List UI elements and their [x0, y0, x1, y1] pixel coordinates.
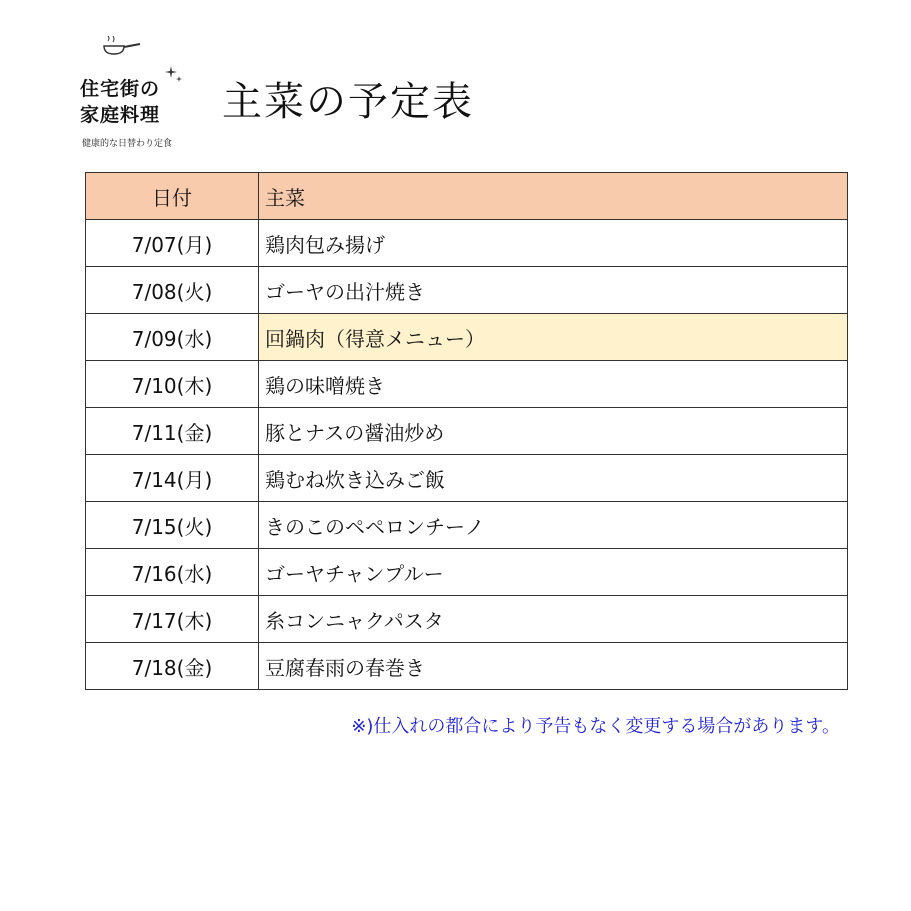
row-dish: 鶏むね炊き込みご飯: [259, 455, 848, 502]
row-dish: 糸コンニャクパスタ: [259, 596, 848, 643]
table-row: [86, 455, 848, 502]
row-dish: 鶏肉包み揚げ: [259, 220, 848, 267]
logo-text-line1: 住宅街の: [80, 78, 161, 100]
table-row: [86, 361, 848, 408]
table-row-highlighted: [86, 314, 848, 361]
row-dish: 回鍋肉（得意メニュー）: [259, 314, 848, 361]
logo-tagline: 健康的な日替わり定食: [82, 139, 173, 149]
row-date: 7/17(木): [86, 596, 259, 643]
row-dish: 豚とナスの醤油炒め: [259, 408, 848, 455]
row-dish: ゴーヤチャンプルー: [259, 549, 848, 596]
row-date: 7/15(火): [86, 502, 259, 549]
table-row: [86, 549, 848, 596]
logo-text-line2: 家庭料理: [80, 104, 161, 126]
table-row: [86, 502, 848, 549]
table-header-row: [86, 173, 848, 220]
row-date: 7/14(月): [86, 455, 259, 502]
sparkle-icon: [164, 64, 184, 84]
row-dish: ゴーヤの出汁焼き: [259, 267, 848, 314]
row-date: 7/11(金): [86, 408, 259, 455]
row-dish: 豆腐春雨の春巻き: [259, 643, 848, 690]
row-date: 7/08(火): [86, 267, 259, 314]
header-date: 日付: [86, 173, 259, 220]
row-date: 7/09(水): [86, 314, 259, 361]
change-notice: ※)仕入れの都合により予告もなく変更する場合があります。: [351, 716, 840, 737]
brand-logo: [66, 34, 196, 154]
row-date: 7/07(月): [86, 220, 259, 267]
table-row: [86, 643, 848, 690]
header-dish: 主菜: [259, 173, 848, 220]
row-dish: 鶏の味噌焼き: [259, 361, 848, 408]
row-date: 7/16(水): [86, 549, 259, 596]
table-row: [86, 408, 848, 455]
row-date: 7/18(金): [86, 643, 259, 690]
frying-pan-icon: [102, 36, 142, 58]
table-row: [86, 596, 848, 643]
menu-schedule-table: [85, 172, 848, 690]
row-date: 7/10(木): [86, 361, 259, 408]
row-dish: きのこのペペロンチーノ: [259, 502, 848, 549]
page-title: 主菜の予定表: [222, 79, 474, 125]
table-row: [86, 267, 848, 314]
table-row: [86, 220, 848, 267]
